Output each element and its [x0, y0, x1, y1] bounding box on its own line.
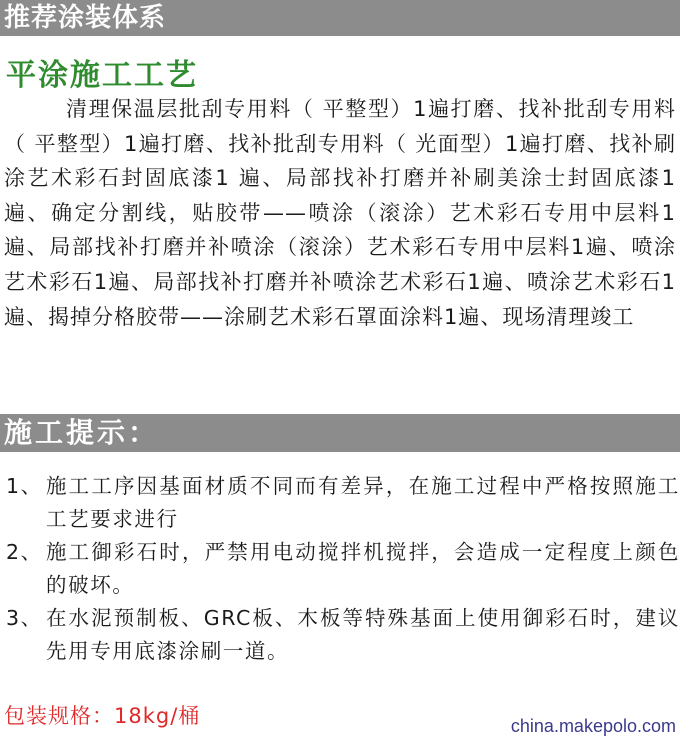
section-header-text: 推荐涂装体系 [4, 3, 167, 33]
tip-text: 施工御彩石时，严禁用电动搅拌机搅拌，会造成一定程度上颜色的破坏。 [46, 540, 680, 597]
tip-item [0, 602, 680, 668]
tip-item [0, 536, 680, 602]
tips-list [0, 470, 680, 668]
packaging-spec: 包装规格：18kg/桶 [4, 704, 201, 728]
tip-text: 施工工序因基面材质不同而有差异，在施工过程中严格按照施工工艺要求进行 [46, 474, 680, 531]
section-header-text: 施工提示： [4, 416, 160, 449]
watermark: china.makepolo.com [510, 716, 676, 736]
process-paragraph: 清理保温层批刮专用料（ 平整型）1遍打磨、找补批刮专用料（ 平整型）1遍打磨、找补批刮专用料（ 光面型）1遍打磨、找补刷涂艺术彩石封固底漆1 遍、局部找补打磨并补刷美涂士封固底漆1遍、确定分割线，贴胶带——喷涂（滚涂）艺术彩石专用中层料1遍、局部找补打磨并补喷涂（滚涂）艺术彩石专用中层料1遍、喷涂艺术彩石1遍、局部找补打磨并补喷涂艺术彩石1遍、喷涂艺术彩石1遍、揭掉分格胶带——涂刷艺术彩石罩面涂料1遍、现场清理竣工 [4, 97, 676, 329]
tip-number: 2、 [6, 540, 43, 564]
section-header-coating-system [0, 0, 680, 36]
tip-text: 在水泥预制板、GRC板、木板等特殊基面上使用御彩石时，建议先用专用底漆涂刷一道。 [46, 606, 680, 663]
section-header-tips [0, 414, 680, 452]
tip-number: 3、 [6, 606, 43, 630]
tip-item [0, 470, 680, 536]
process-title: 平涂施工工艺 [6, 58, 198, 93]
tip-number: 1、 [6, 474, 43, 498]
